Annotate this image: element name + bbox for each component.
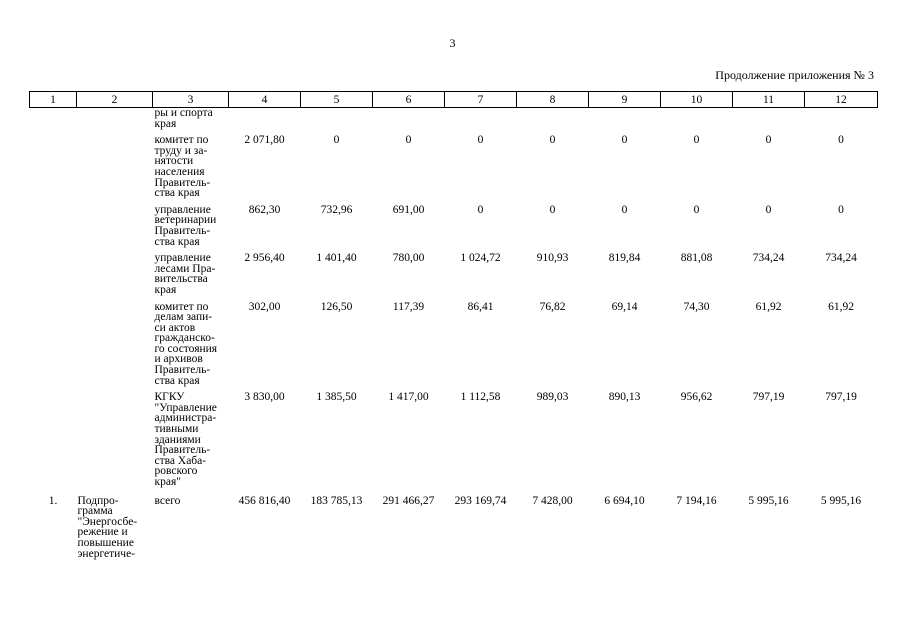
header-cell: 11 (733, 92, 805, 108)
value-cell: 819,84 (608, 252, 641, 265)
value-cell (517, 108, 589, 130)
value-cell: 956,62 (680, 391, 713, 404)
value-cell: 86,41 (467, 300, 494, 313)
value-cell: 5 995,16 (748, 494, 789, 507)
value-cell: 0 (405, 134, 412, 147)
value-cell: 1 385,50 (316, 391, 357, 404)
value-cell: 126,50 (320, 300, 353, 313)
table-body (30, 108, 878, 560)
table-row (30, 296, 878, 387)
value-cell: 0 (621, 203, 628, 216)
value-cell: 797,19 (752, 391, 785, 404)
header-row (30, 92, 878, 108)
row-index-cell (30, 129, 77, 199)
value-cell: 0 (549, 134, 556, 147)
program-name-cell (77, 108, 153, 130)
row-index-cell (30, 108, 77, 130)
value-cell: 0 (549, 203, 556, 216)
executor-cell: управление ветеринарии Правитель- ства края (154, 203, 217, 248)
value-cell: 293 169,74 (454, 494, 507, 507)
value-cell: 0 (693, 134, 700, 147)
program-name-cell (77, 129, 153, 199)
value-cell: 0 (765, 203, 772, 216)
table-row (30, 129, 878, 199)
table-row (30, 247, 878, 295)
value-cell: 7 428,00 (532, 494, 573, 507)
value-cell: 76,82 (539, 300, 566, 313)
value-cell (445, 108, 517, 130)
value-cell: 734,24 (752, 252, 785, 265)
value-cell: 61,92 (755, 300, 782, 313)
continuation-note: Продолжение приложения № 3 (715, 68, 874, 82)
program-name-cell: Подпро- грамма "Энергосбе- режение и повышение энергетиче- (77, 494, 138, 560)
value-cell: 291 466,27 (382, 494, 435, 507)
value-cell: 0 (838, 203, 844, 216)
value-cell: 780,00 (392, 252, 425, 265)
value-cell: 2 956,40 (244, 252, 285, 265)
value-cell: 890,13 (608, 391, 641, 404)
value-cell: 0 (838, 134, 844, 147)
value-cell (661, 108, 733, 130)
header-cell: 9 (589, 92, 661, 108)
row-index-cell (30, 199, 77, 247)
header-cell: 1 (30, 92, 77, 108)
header-cell: 10 (661, 92, 733, 108)
value-cell: 6 694,10 (604, 494, 645, 507)
executor-cell: комитет по делам запи- си актов гражданско- го состояния и архивов Правитель- ства края (154, 300, 218, 387)
executor-cell: комитет по труду и за- нятости населения Правитель- ства края (154, 134, 211, 200)
page-number: 3 (449, 36, 456, 50)
value-cell: 1 024,72 (460, 252, 501, 265)
header-cell: 8 (517, 92, 589, 108)
value-cell: 0 (333, 134, 340, 147)
value-cell: 69,14 (611, 300, 638, 313)
value-cell: 1 401,40 (316, 252, 357, 265)
value-cell: 5 995,16 (820, 494, 862, 507)
value-cell (805, 108, 878, 130)
header-cell: 5 (301, 92, 373, 108)
executor-cell: ры и спорта края (154, 107, 213, 130)
value-cell: 183 785,13 (310, 494, 363, 507)
row-index-cell (30, 296, 77, 387)
value-cell: 0 (621, 134, 628, 147)
value-cell: 61,92 (828, 300, 854, 313)
program-name-cell (77, 386, 153, 487)
value-cell: 862,30 (248, 203, 281, 216)
value-cell: 0 (693, 203, 700, 216)
value-cell: 910,93 (536, 252, 569, 265)
executor-cell: всего (154, 494, 181, 507)
table-row (30, 488, 878, 560)
header-cell: 2 (77, 92, 153, 108)
table-row (30, 108, 878, 130)
value-cell: 0 (765, 134, 772, 147)
value-cell: 456 816,40 (238, 494, 291, 507)
row-index-cell (30, 247, 77, 295)
value-cell: 797,19 (825, 391, 857, 404)
value-cell: 0 (477, 203, 484, 216)
value-cell: 2 071,80 (244, 134, 285, 147)
value-cell: 989,03 (536, 391, 569, 404)
value-cell (301, 108, 373, 130)
header-cell: 4 (229, 92, 301, 108)
program-name-cell (77, 247, 153, 295)
value-cell: 7 194,16 (676, 494, 717, 507)
value-cell: 691,00 (392, 203, 425, 216)
value-cell: 734,24 (825, 252, 857, 265)
executor-cell: управление лесами Пра- вительства края (154, 252, 216, 296)
budget-table (29, 91, 878, 559)
value-cell: 74,30 (683, 300, 710, 313)
value-cell: 3 830,00 (244, 391, 285, 404)
value-cell: 1 112,58 (460, 391, 501, 404)
header-cell: 7 (445, 92, 517, 108)
value-cell (589, 108, 661, 130)
row-index-cell (30, 386, 77, 487)
value-cell: 1 417,00 (388, 391, 429, 404)
header-cell: 6 (373, 92, 445, 108)
executor-cell: КГКУ "Управление администра- тивными зданиями Правитель- ства Хаба- ровского края" (154, 391, 217, 488)
table-row (30, 199, 878, 247)
value-cell (733, 108, 805, 130)
program-name-cell (77, 199, 153, 247)
table-row (30, 386, 878, 487)
value-cell: 117,39 (392, 300, 425, 313)
value-cell: 0 (477, 134, 484, 147)
row-index-cell: 1. (48, 494, 58, 507)
value-cell: 881,08 (680, 252, 713, 265)
header-cell: 3 (153, 92, 229, 108)
header-cell: 12 (805, 92, 878, 108)
value-cell (373, 108, 445, 130)
program-name-cell (77, 296, 153, 387)
value-cell: 732,96 (320, 203, 353, 216)
value-cell: 302,00 (248, 300, 281, 313)
value-cell (229, 108, 301, 130)
